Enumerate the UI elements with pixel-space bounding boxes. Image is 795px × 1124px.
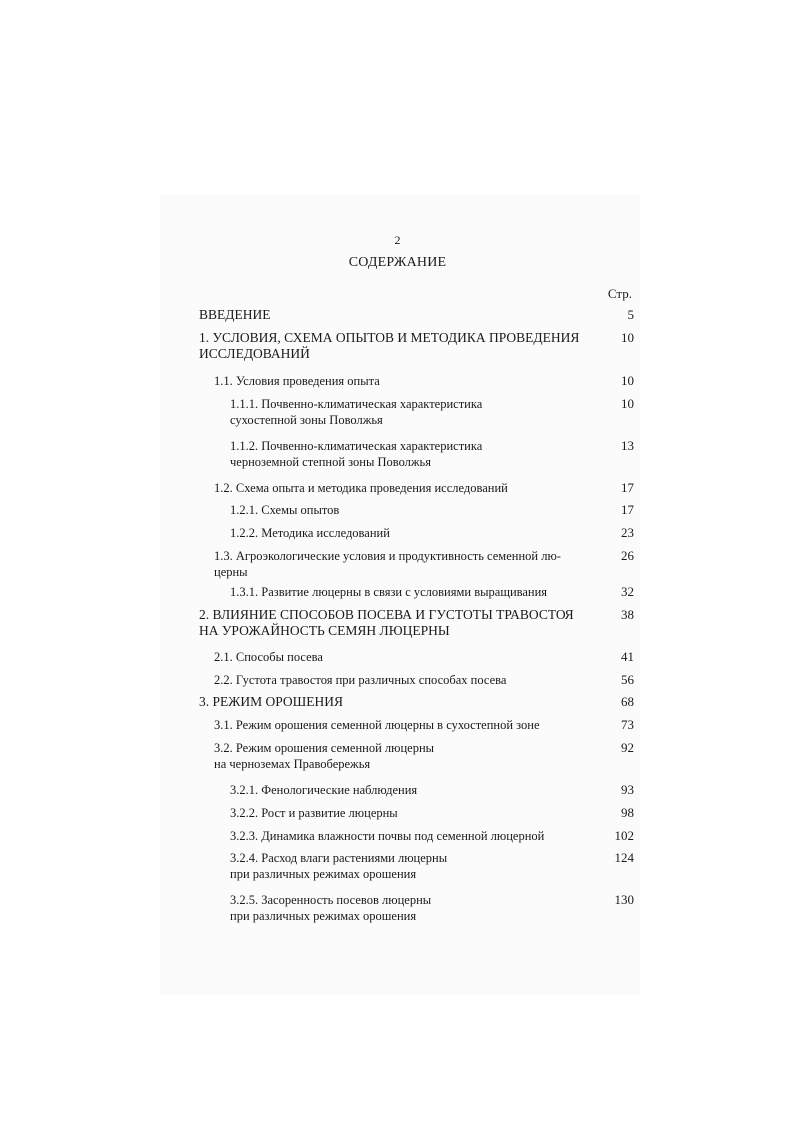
- toc-entry-page: 17: [621, 502, 634, 517]
- toc-entry-title: 1.2.2. Методика исследований: [230, 526, 390, 540]
- toc-title: СОДЕРЖАНИЕ: [348, 255, 447, 270]
- toc-entry-page: 68: [621, 694, 634, 709]
- toc-entry-page: 32: [621, 584, 634, 599]
- toc-entry-title: 2.1. Способы посева: [214, 650, 323, 664]
- toc-entry-title: 3.2.5. Засоренность посевов люцерны при различных режимах орошения: [230, 893, 432, 923]
- toc-entry-title: 3.1. Режим орошения семенной люцерны в сухостепной зоне: [214, 718, 540, 732]
- toc-entry-title: 2. ВЛИЯНИЕ СПОСОБОВ ПОСЕВА И ГУСТОТЫ ТРАВОСТОЯ НА УРОЖАЙНОСТЬ СЕМЯН ЛЮЦЕРНЫ: [199, 607, 574, 638]
- toc-entry-page: 17: [621, 480, 634, 495]
- toc-entry-title: 1.3. Агроэкологические условия и продуктивность семенной лю- церны: [214, 549, 561, 579]
- toc-entry-page: 10: [621, 373, 634, 388]
- toc-entry-page: 92: [621, 740, 634, 755]
- page-column-label: Стр.: [607, 286, 632, 301]
- toc-entry-page: 10: [621, 396, 634, 411]
- toc-entry-title: 3.2.1. Фенологические наблюдения: [230, 783, 418, 797]
- toc-entry-title: 3.2.4. Расход влаги растениями люцерны при различных режимах орошения: [230, 851, 448, 881]
- toc-entry-title: 1.1. Условия проведения опыта: [214, 374, 380, 388]
- toc-entry-title: 3.2.2. Рост и развитие люцерны: [230, 806, 398, 820]
- toc-entry-page: 102: [614, 828, 634, 843]
- toc-entry-page: 130: [614, 892, 634, 907]
- toc-entry-title: 1.3.1. Развитие люцерны в связи с условиями выращивания: [230, 585, 548, 599]
- toc-entry-title: 1.1.2. Почвенно-климатическая характеристика черноземной степной зоны Поволжья: [230, 439, 483, 469]
- toc-entry-page: 73: [621, 717, 634, 732]
- toc-entry-page: 10: [621, 330, 634, 345]
- toc-entry-title: 3.2. Режим орошения семенной люцерны на черноземах Правобережья: [214, 741, 435, 771]
- page-number: 2: [394, 233, 401, 247]
- toc-entry-title: 2.2. Густота травостоя при различных способах посева: [214, 673, 507, 687]
- toc-entry-title: 3. РЕЖИМ ОРОШЕНИЯ: [199, 694, 344, 709]
- toc-entry-title: 1.2. Схема опыта и методика проведения исследований: [214, 481, 508, 495]
- toc-entry-title: ВВЕДЕНИЕ: [199, 307, 271, 322]
- toc-entry-title: 1.1.1. Почвенно-климатическая характеристика сухостепной зоны Поволжья: [230, 397, 483, 427]
- toc-entry-page: 93: [621, 782, 634, 797]
- toc-entry-page: 23: [621, 525, 634, 540]
- toc-entry-title: 1. УСЛОВИЯ, СХЕМА ОПЫТОВ И МЕТОДИКА ПРОВЕДЕНИЯ ИССЛЕДОВАНИЙ: [199, 330, 580, 361]
- toc-entry-page: 13: [621, 438, 634, 453]
- toc-entry-page: 26: [621, 548, 634, 563]
- toc-entry-title: 1.2.1. Схемы опытов: [230, 503, 340, 517]
- toc-entry-page: 41: [621, 649, 634, 664]
- toc-entry-title: 3.2.3. Динамика влажности почвы под семенной люцерной: [230, 829, 545, 843]
- toc-entry-page: 56: [621, 672, 634, 687]
- toc-entry-page: 5: [627, 307, 634, 322]
- toc-entry-page: 38: [621, 607, 634, 622]
- toc-entry-page: 124: [614, 850, 634, 865]
- toc-entry-page: 98: [621, 805, 634, 820]
